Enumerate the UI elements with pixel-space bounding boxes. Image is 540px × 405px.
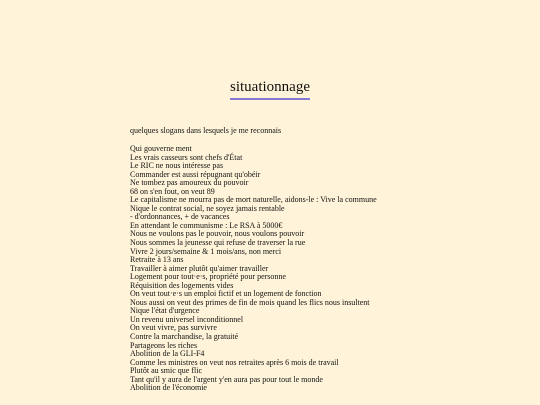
- slogan-item: Commander est aussi répugnant qu'obéir: [130, 169, 261, 179]
- slogan-item: Le RIC ne nous intéresse pas: [130, 161, 224, 171]
- page-title: situationnage: [230, 78, 310, 100]
- slogan-item: Contre la marchandise, la gratuité: [130, 332, 239, 342]
- slogan-item: Nique le contrat social, ne soyez jamais rentable: [130, 203, 285, 213]
- slogan-item: Partageons les riches: [130, 340, 198, 350]
- slogan-item: Comme les ministres on veut nos retraites après 6 mois de travail: [130, 357, 339, 367]
- slogan-item: Tant qu'il y aura de l'argent y'en aura pas pour tout le monde: [130, 374, 323, 384]
- slogan-item: Réquisition des logements vides: [130, 280, 234, 290]
- slogan-item: On veut tout·e·s un emploi fictif et un logement de fonction: [130, 289, 322, 299]
- slogan-item: Les vrais casseurs sont chefs d'État: [130, 152, 243, 162]
- intro-text: quelques slogans dans lesquels je me reconnais: [130, 126, 282, 135]
- slogan-item: Abolition de la GLI-F4: [130, 349, 205, 359]
- slogan-item: Le capitalisme ne mourra pas de mort naturelle, aidons-le : Vive la commune: [130, 195, 377, 205]
- slogan-item: En attendant le communisme : Le RSA à 5000€: [130, 220, 283, 230]
- slogan-item: Nous ne voulons pas le pouvoir, nous voulons pouvoir: [130, 229, 305, 239]
- slogan-item: Qui gouverne ment: [130, 144, 192, 153]
- slogan-item: Nous sommes la jeunesse qui refuse de traverser la rue: [130, 238, 306, 248]
- slogan-item: Vivre 2 jours/semaine & 1 mois/ans, non merci: [130, 246, 282, 256]
- slogan-item: Logement pour tout·e·s, propriété pour personne: [130, 272, 286, 282]
- slogan-item: Un revenu universel inconditionnel: [130, 314, 244, 324]
- slogan-item: Nous aussi on veut des primes de fin de mois quand les flics nous insultent: [130, 297, 370, 307]
- slogan-item: Nique l'état d'urgence: [130, 306, 200, 316]
- slogan-item: Plutôt au smic que flic: [130, 366, 202, 376]
- slogan-item: Abolition de l'économie: [130, 383, 207, 393]
- slogan-item: On veut vivre, pas survivre: [130, 323, 217, 333]
- slogan-item: Retraite à 13 ans: [130, 255, 184, 265]
- title-area: [0, 78, 540, 100]
- slogan-item: 68 on s'en fout, on veut 89: [130, 186, 215, 196]
- slogan-item: Ne tombez pas amoureux du pouvoir: [130, 178, 249, 188]
- slogan-list: [130, 145, 377, 393]
- slogan-item: - d'ordonnances, + de vacances: [130, 212, 230, 222]
- slogan-item: Travailler à aimer plutôt qu'aimer travailler: [130, 263, 269, 273]
